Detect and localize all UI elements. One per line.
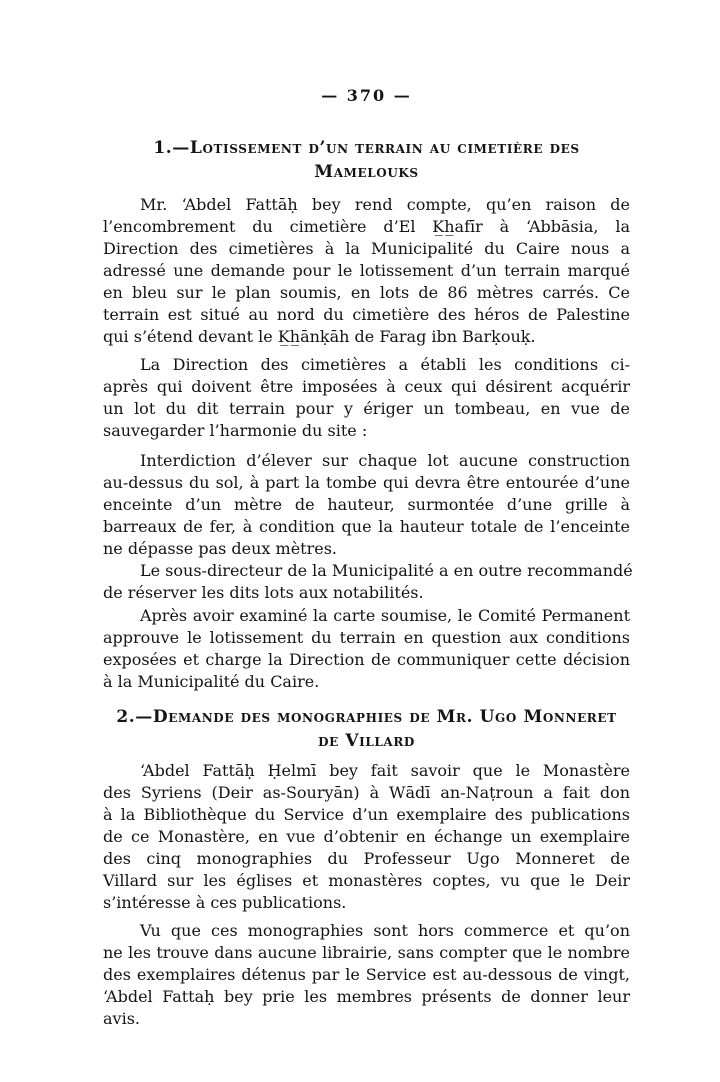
section bbox=[103, 705, 630, 1030]
text-line: ‘Abdel Fattāḥ Ḥelmī bey fait savoir que le Monastère bbox=[140, 761, 630, 780]
text-line: La Direction des cimetières a établi les conditions ci- bbox=[140, 355, 630, 374]
text-line: l’encombrement du cimetière d’El K̲h̲afīr à ‘Abbāsia, la bbox=[103, 217, 630, 236]
section-title bbox=[103, 705, 630, 753]
text-line: après qui doivent être imposées à ceux qui désirent acquérir bbox=[103, 377, 630, 396]
paragraph bbox=[103, 194, 630, 348]
page-content bbox=[103, 0, 633, 1030]
section bbox=[103, 136, 633, 693]
text-line: en bleu sur le plan soumis, en lots de 86 mètres carrés. Ce bbox=[103, 283, 630, 302]
text-line: un lot du dit terrain pour y ériger un tombeau, en vue de bbox=[103, 399, 630, 418]
section-title-line: 1.—Lotissement d’un terrain au cimetière des bbox=[153, 138, 580, 158]
text-line: sauvegarder l’harmonie du site : bbox=[103, 421, 368, 440]
text-line: ne les trouve dans aucune librairie, sans compter que le nombre bbox=[103, 943, 630, 962]
text-line: des exemplaires détenus par le Service est au-dessous de vingt, bbox=[103, 965, 630, 984]
text-line: ‘Abdel Fattaḥ bey prie les membres présents de donner leur bbox=[103, 987, 630, 1006]
text-line: terrain est situé au nord du cimetière des héros de Palestine bbox=[103, 305, 630, 324]
text-line: barreaux de fer, à condition que la hauteur totale de l’enceinte bbox=[103, 517, 630, 536]
section-title-line: Mamelouks bbox=[314, 162, 419, 182]
page-number: — 370 — bbox=[321, 86, 412, 105]
text-line: à la Municipalité du Caire. bbox=[103, 672, 320, 691]
section-title bbox=[103, 136, 630, 184]
text-line: Vu que ces monographies sont hors commerce et qu’on bbox=[140, 921, 630, 940]
text-line: Interdiction d’élever sur chaque lot aucune construction bbox=[140, 451, 630, 470]
paragraph bbox=[103, 560, 633, 604]
text-line: des cinq monographies du Professeur Ugo Monneret de bbox=[103, 849, 630, 868]
text-line: de réserver les dits lots aux notabilités. bbox=[103, 583, 424, 602]
section-title-line: 2.—Demande des monographies de Mr. Ugo Monneret bbox=[116, 707, 617, 727]
text-line: ne dépasse pas deux mètres. bbox=[103, 539, 338, 558]
text-line: au-dessus du sol, à part la tombe qui devra être entourée d’une bbox=[103, 473, 630, 492]
paragraph bbox=[103, 920, 630, 1030]
text-line: de ce Monastère, en vue d’obtenir en échange un exemplaire bbox=[103, 827, 630, 846]
paragraph bbox=[103, 354, 630, 442]
text-line: Après avoir examiné la carte soumise, le Comité Permanent bbox=[140, 606, 630, 625]
text-line: des Syriens (Deir as-Souryān) à Wādī an-Naṭroun a fait don bbox=[103, 783, 630, 802]
text-line: Le sous-directeur de la Municipalité a en outre recommandé bbox=[140, 561, 633, 580]
text-line: s’intéresse à ces publications. bbox=[103, 893, 347, 912]
section-title-line: de Villard bbox=[318, 731, 415, 751]
paragraph bbox=[103, 450, 630, 560]
text-line: enceinte d’un mètre de hauteur, surmontée d’une grille à bbox=[103, 495, 630, 514]
paragraph bbox=[103, 760, 630, 914]
text-line: Direction des cimetières à la Municipalité du Caire nous a bbox=[103, 239, 630, 258]
text-line: avis. bbox=[103, 1009, 140, 1028]
text-line: exposées et charge la Direction de communiquer cette décision bbox=[103, 650, 630, 669]
text-line: à la Bibliothèque du Service d’un exemplaire des publications bbox=[103, 805, 630, 824]
text-line: adressé une demande pour le lotissement d’un terrain marqué bbox=[103, 261, 630, 280]
text-line: approuve le lotissement du terrain en question aux conditions bbox=[103, 628, 630, 647]
text-line: Villard sur les églises et monastères coptes, vu que le Deir bbox=[103, 871, 630, 890]
text-line: Mr. ‘Abdel Fattāḥ bey rend compte, qu’en raison de bbox=[140, 195, 630, 214]
paragraph bbox=[103, 605, 630, 693]
text-line: qui s’étend devant le K̲h̲ānḳāh de Farag ibn Barḳouḳ. bbox=[103, 327, 536, 346]
